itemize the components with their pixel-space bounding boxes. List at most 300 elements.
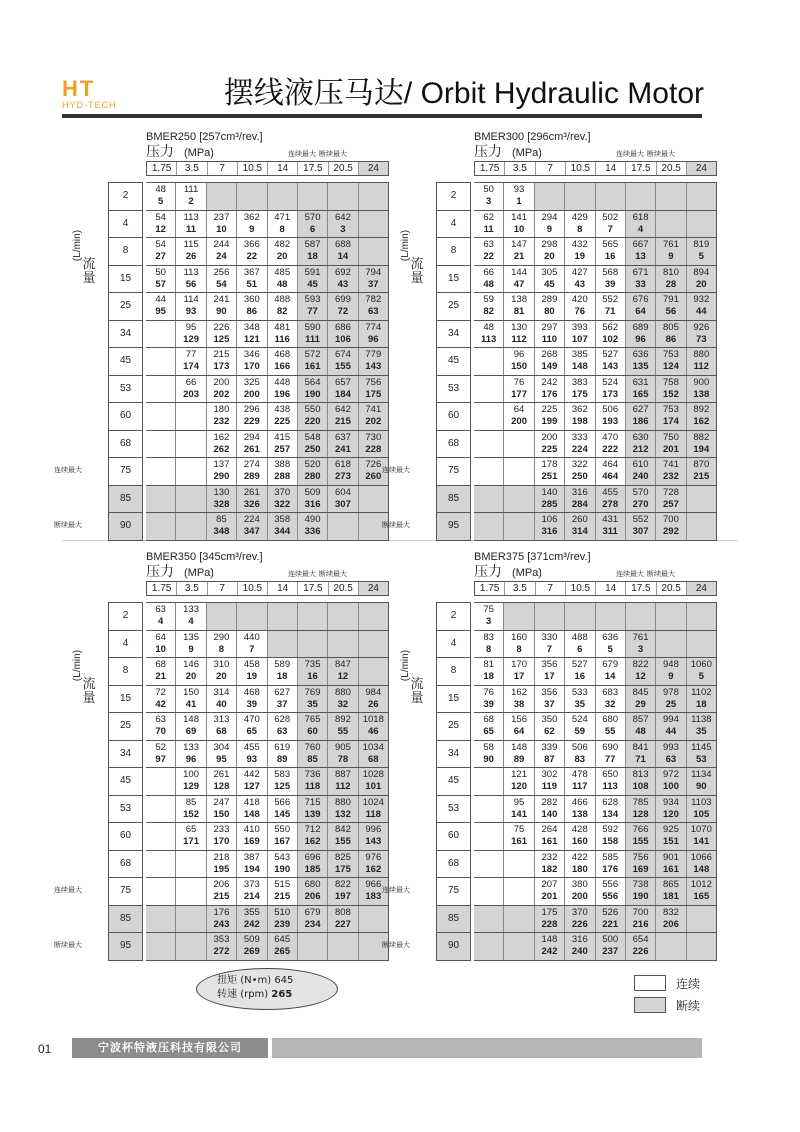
- table-cell: [596, 906, 626, 933]
- table-cell: [207, 431, 237, 458]
- torque-value: 64: [155, 631, 166, 643]
- torque-value: 313: [213, 714, 230, 725]
- torque-value: 415: [274, 431, 291, 443]
- flow-column: [108, 182, 143, 541]
- pressure-header-cell: 24: [359, 582, 388, 595]
- torque-value: 170: [511, 659, 527, 670]
- table-cell: [504, 183, 534, 210]
- table-row: [474, 513, 717, 541]
- torque-value: 1070: [690, 824, 712, 835]
- torque-value: 455: [243, 741, 260, 753]
- table-cell: [146, 823, 176, 850]
- flow-cell: 15: [109, 686, 143, 714]
- speed-value: 132: [335, 808, 351, 820]
- speed-value: 151: [663, 836, 679, 847]
- torque-value: 688: [335, 239, 351, 250]
- pressure-header-cell: 1.75: [475, 582, 505, 595]
- table-cell: [687, 768, 717, 795]
- speed-value: 290: [213, 471, 230, 482]
- callout-speed: [217, 989, 292, 1001]
- speed-value: 2: [188, 196, 194, 207]
- torque-value: 383: [571, 376, 588, 388]
- table-cell: [474, 823, 504, 850]
- pressure-header-cell: 17.5: [626, 582, 656, 595]
- flow-unit: (L/min): [72, 229, 84, 262]
- table-cell: [146, 458, 176, 485]
- table-cell: [146, 878, 176, 905]
- speed-value: 9: [249, 223, 255, 235]
- table-cell: [596, 211, 626, 238]
- speed-value: 175: [571, 388, 588, 400]
- torque-value: 819: [693, 239, 710, 250]
- table-cell: [359, 348, 389, 375]
- torque-value: 314: [213, 686, 230, 698]
- table-cell: [237, 933, 267, 960]
- table-cell: [268, 238, 298, 265]
- data-grid: [474, 161, 717, 541]
- table-cell: [596, 348, 626, 375]
- speed-value: 68: [216, 726, 227, 737]
- table-cell: [298, 658, 328, 685]
- torque-value: 96: [513, 349, 525, 360]
- torque-value: 627: [632, 404, 649, 415]
- table-row: [474, 403, 717, 431]
- torque-value: 1138: [691, 714, 712, 725]
- speed-value: 20: [544, 251, 555, 262]
- torque-value: 140: [541, 486, 558, 498]
- table-row: [474, 851, 717, 879]
- table-cell: [298, 823, 328, 850]
- speed-value: 170: [213, 836, 230, 847]
- speed-value: 190: [632, 891, 649, 902]
- table-cell: [298, 878, 328, 905]
- table-cell: [328, 823, 358, 850]
- table-cell: [176, 238, 206, 265]
- table-cell: [656, 348, 686, 375]
- table-cell: [237, 431, 267, 458]
- grid-body: [146, 182, 389, 541]
- torque-value: 242: [541, 376, 558, 388]
- table-cell: [146, 183, 176, 210]
- table-row: [146, 513, 389, 541]
- torque-value: 50: [155, 266, 166, 278]
- table-cell: [656, 686, 686, 713]
- flow-cell: 8: [437, 238, 471, 266]
- table-cell: [535, 878, 565, 905]
- torque-value: 552: [602, 294, 619, 305]
- speed-value: 120: [663, 808, 679, 820]
- speed-value: 155: [335, 361, 351, 372]
- table-cell: [656, 211, 686, 238]
- table-cell: [626, 686, 656, 713]
- torque-value: 887: [335, 769, 351, 780]
- speed-value: 28: [665, 278, 677, 290]
- speed-value: 68: [368, 753, 379, 765]
- table-cell: [176, 348, 206, 375]
- footer-company: 宁波杯特液压科技有限公司: [72, 1038, 268, 1058]
- table-cell: [687, 796, 717, 823]
- torque-value: 765: [304, 714, 321, 725]
- table-cell: [298, 906, 328, 933]
- speed-value: 134: [602, 808, 619, 820]
- table-cell: [474, 686, 504, 713]
- table-cell: [596, 603, 626, 630]
- speed-value: 11: [186, 223, 197, 235]
- torque-value: 138: [511, 294, 527, 305]
- torque-value: 264: [541, 824, 558, 835]
- torque-value: 870: [693, 459, 710, 470]
- torque-value: 75: [483, 604, 494, 615]
- speed-value: 1: [516, 196, 522, 207]
- torque-value: 791: [663, 294, 679, 305]
- table-cell: [146, 686, 176, 713]
- speed-value: 162: [365, 863, 382, 875]
- flow-cell: 68: [437, 851, 471, 879]
- torque-value: 330: [541, 631, 558, 643]
- table-cell: [176, 906, 206, 933]
- table-cell: [504, 376, 534, 403]
- torque-value: 506: [571, 741, 588, 753]
- speed-value: 16: [307, 671, 318, 682]
- speed-value: 39: [604, 278, 616, 290]
- table-cell: [176, 183, 206, 210]
- speed-value: 7: [249, 643, 255, 655]
- table-cell: [565, 768, 595, 795]
- speed-value: 336: [304, 526, 321, 537]
- speed-value: 227: [335, 918, 351, 930]
- table-cell: [176, 851, 206, 878]
- table-cell: [146, 211, 176, 238]
- table-cell: [687, 348, 717, 375]
- speed-value: 257: [663, 498, 679, 510]
- pressure-header-cell: 24: [687, 582, 716, 595]
- table-cell: [504, 403, 534, 430]
- table-cell: [237, 631, 267, 658]
- speed-value: 170: [243, 361, 260, 372]
- table-cell: [268, 878, 298, 905]
- pressure-header-cell: 1.75: [475, 162, 505, 175]
- table-cell: [237, 403, 267, 430]
- table-cell: [504, 631, 534, 658]
- legend-swatch-grey: [634, 997, 666, 1013]
- table-cell: [359, 658, 389, 685]
- table-row: [146, 851, 389, 879]
- table-cell: [656, 823, 686, 850]
- torque-value: 362: [571, 404, 588, 415]
- torque-value: 738: [632, 879, 649, 890]
- table-row: [474, 266, 717, 294]
- table-cell: [146, 796, 176, 823]
- torque-value: 215: [213, 349, 230, 360]
- torque-value: 506: [602, 404, 619, 415]
- flow-cell: 90: [109, 513, 143, 541]
- torque-value: 52: [155, 741, 166, 753]
- table-cell: [146, 658, 176, 685]
- torque-label: 扭矩: [217, 975, 237, 986]
- table-cell: [656, 238, 686, 265]
- torque-value: 618: [632, 211, 649, 223]
- continuous-max-tag: 连续最大: [616, 150, 644, 158]
- table-cell: [535, 238, 565, 265]
- table-cell: [207, 851, 237, 878]
- table-row: [474, 321, 717, 349]
- speed-value: 40: [216, 698, 227, 710]
- flow-cell: 4: [109, 631, 143, 659]
- speed-value: 200: [571, 891, 588, 902]
- table-cell: [565, 486, 595, 513]
- speed-value: 201: [541, 891, 558, 902]
- torque-value: 113: [183, 211, 199, 223]
- speed-value: 110: [541, 333, 558, 345]
- torque-value: 482: [274, 239, 291, 250]
- torque-value: 760: [304, 741, 321, 753]
- speed-value: 112: [335, 781, 351, 792]
- torque-value: 297: [541, 321, 558, 333]
- torque-value: 645: [274, 975, 294, 986]
- speed-value: 43: [574, 278, 586, 290]
- table-cell: [474, 321, 504, 348]
- torque-value: 144: [511, 266, 527, 278]
- speed-value: 344: [274, 526, 291, 537]
- table-cell: [504, 796, 534, 823]
- pressure-label: [146, 564, 214, 581]
- table-cell: [207, 768, 237, 795]
- table-cell: [565, 851, 595, 878]
- table-cell: [359, 238, 389, 265]
- flow-cell: 15: [437, 686, 471, 714]
- table-cell: [359, 796, 389, 823]
- speed-value: 288: [274, 471, 291, 482]
- table-cell: [504, 878, 534, 905]
- table-cell: [687, 631, 717, 658]
- speed-value: 214: [243, 891, 260, 902]
- speed-value: 70: [155, 726, 166, 737]
- torque-value: 310: [213, 659, 230, 670]
- table-cell: [626, 403, 656, 430]
- torque-value: 464: [602, 459, 619, 470]
- speed-value: 12: [635, 671, 646, 682]
- speed-value: 7: [607, 223, 613, 235]
- torque-value: 200: [213, 376, 230, 388]
- torque-value: 471: [274, 211, 291, 223]
- torque-value: 200: [541, 431, 558, 443]
- table-row: [146, 293, 389, 321]
- speed-value: 6: [309, 223, 316, 235]
- speed-value: 128: [213, 781, 230, 792]
- flow-label: 流量: [82, 257, 96, 286]
- speed-value: 57: [155, 278, 166, 290]
- pressure-header-cell: 20.5: [329, 582, 359, 595]
- table-cell: [565, 713, 595, 740]
- torque-value: 290: [213, 631, 230, 643]
- pressure-header-cell: 24: [687, 162, 716, 175]
- speed-value: 348: [213, 526, 230, 537]
- table-cell: [626, 906, 656, 933]
- table-cell: [565, 431, 595, 458]
- speed-value: 8: [218, 643, 225, 655]
- speed-value: 89: [513, 753, 525, 765]
- table-cell: [146, 431, 176, 458]
- speed-value: 556: [602, 891, 619, 902]
- torque-value: 680: [602, 714, 619, 725]
- speed-value: 148: [243, 808, 260, 820]
- table-cell: [298, 713, 328, 740]
- table-row: [146, 631, 389, 659]
- table-row: [474, 486, 717, 514]
- speed-value: 69: [185, 726, 197, 737]
- torque-value: 583: [274, 769, 291, 780]
- table-cell: [565, 403, 595, 430]
- speed-value: 65: [483, 726, 494, 737]
- speed-value: 37: [368, 278, 379, 290]
- torque-value: 206: [213, 879, 230, 890]
- speed-value: 18: [276, 671, 288, 682]
- speed-value: 6: [577, 643, 583, 655]
- speed-value: 10: [155, 643, 166, 655]
- table-cell: [207, 686, 237, 713]
- speed-value: 33: [635, 278, 646, 290]
- pressure-unit: (MPa): [512, 567, 542, 579]
- table-cell: [237, 266, 267, 293]
- table-cell: [535, 741, 565, 768]
- table-cell: [596, 796, 626, 823]
- torque-value: 628: [602, 796, 619, 808]
- torque-value: 857: [632, 714, 649, 725]
- speed-value: 194: [693, 443, 710, 455]
- flow-label: 流量: [410, 677, 424, 706]
- table-cell: [474, 906, 504, 933]
- torque-value: 370: [274, 486, 291, 498]
- torque-value: 570: [632, 486, 649, 498]
- table-cell: [504, 348, 534, 375]
- speed-value: 26: [368, 698, 379, 710]
- torque-value: 356: [541, 659, 558, 670]
- flow-cell: 34: [437, 741, 471, 769]
- table-cell: [237, 741, 267, 768]
- torque-value: 302: [541, 769, 558, 780]
- torque-value: 753: [663, 349, 679, 360]
- torque-value: 1034: [362, 741, 384, 753]
- pressure-header-cell: 10.5: [238, 582, 268, 595]
- table-cell: [565, 603, 595, 630]
- speed-value: 42: [155, 698, 166, 710]
- table-cell: [328, 321, 358, 348]
- torque-value: 750: [663, 431, 679, 443]
- flow-cell: 60: [109, 403, 143, 431]
- table-cell: [474, 211, 504, 238]
- torque-value: 509: [243, 934, 260, 945]
- table-cell: [268, 486, 298, 513]
- speed-value: 239: [274, 918, 291, 930]
- table-cell: [535, 713, 565, 740]
- table-cell: [565, 796, 595, 823]
- pressure-header-cell: 1.75: [147, 582, 177, 595]
- table-cell: [596, 486, 626, 513]
- speed-value: 102: [602, 333, 619, 345]
- table-cell: [687, 603, 717, 630]
- table-cell: [474, 486, 504, 513]
- pressure-header-cell: 17.5: [626, 162, 656, 175]
- pressure-header-cell: 1.75: [147, 162, 177, 175]
- torque-value: 880: [335, 686, 351, 698]
- torque-value: 133: [183, 741, 199, 753]
- table-cell: [268, 458, 298, 485]
- torque-value: 81: [483, 659, 494, 670]
- torque-value: 48: [483, 321, 494, 333]
- table-cell: [474, 603, 504, 630]
- table-cell: [237, 658, 267, 685]
- torque-value: 587: [304, 239, 321, 250]
- table-cell: [176, 631, 206, 658]
- pressure-header-cell: 20.5: [657, 582, 687, 595]
- torque-value: 637: [335, 431, 351, 443]
- continuous-max-side-tag: 连续最大: [54, 886, 82, 894]
- torque-value: 692: [335, 266, 351, 278]
- speed-value: 5: [698, 671, 704, 682]
- brand-logo: [62, 78, 122, 111]
- table-cell: [565, 376, 595, 403]
- table-cell: [687, 211, 717, 238]
- speed-value: 234: [304, 918, 321, 930]
- flow-cell: 25: [437, 713, 471, 741]
- flow-cell: 45: [109, 348, 143, 376]
- torque-value: 822: [632, 659, 649, 670]
- legend-intermittent: [634, 995, 700, 1015]
- table-cell: [687, 376, 717, 403]
- table-cell: [146, 486, 176, 513]
- torque-value: 509: [304, 486, 321, 498]
- speed-value: 225: [274, 416, 291, 427]
- table-cell: [504, 321, 534, 348]
- table-cell: [328, 376, 358, 403]
- pressure-header-cell: 14: [596, 162, 626, 175]
- speed-value: 10: [216, 223, 227, 235]
- table-cell: [207, 658, 237, 685]
- torque-value: 176: [213, 906, 230, 918]
- torque-value: 502: [602, 211, 619, 223]
- speed-value: 97: [155, 753, 166, 765]
- flow-cell: 85: [109, 486, 143, 514]
- torque-value: 218: [213, 851, 230, 863]
- table-cell: [298, 851, 328, 878]
- speed-value: 216: [632, 918, 649, 930]
- table-cell: [687, 686, 717, 713]
- torque-value: 350: [541, 714, 558, 725]
- speed-value: 328: [213, 498, 230, 510]
- table-cell: [626, 658, 656, 685]
- torque-value: 256: [213, 266, 230, 278]
- torque-value: 779: [365, 349, 382, 360]
- table-cell: [146, 631, 176, 658]
- table-cell: [328, 211, 358, 238]
- table-cell: [328, 906, 358, 933]
- speed-value: 117: [572, 781, 588, 792]
- torque-value: 1145: [691, 741, 712, 753]
- speed-value: 45: [307, 278, 318, 290]
- pressure-header-cell: 10.5: [566, 582, 596, 595]
- table-cell: [237, 348, 267, 375]
- torque-value: 66: [185, 376, 197, 388]
- table-cell: [146, 321, 176, 348]
- table-cell: [207, 293, 237, 320]
- table-cell: [268, 211, 298, 238]
- table-cell: [359, 211, 389, 238]
- flow-cell: 68: [437, 431, 471, 459]
- torque-value: 1103: [691, 796, 712, 808]
- torque-value: 233: [213, 824, 230, 835]
- flow-unit: (L/min): [400, 229, 412, 262]
- table-cell: [535, 266, 565, 293]
